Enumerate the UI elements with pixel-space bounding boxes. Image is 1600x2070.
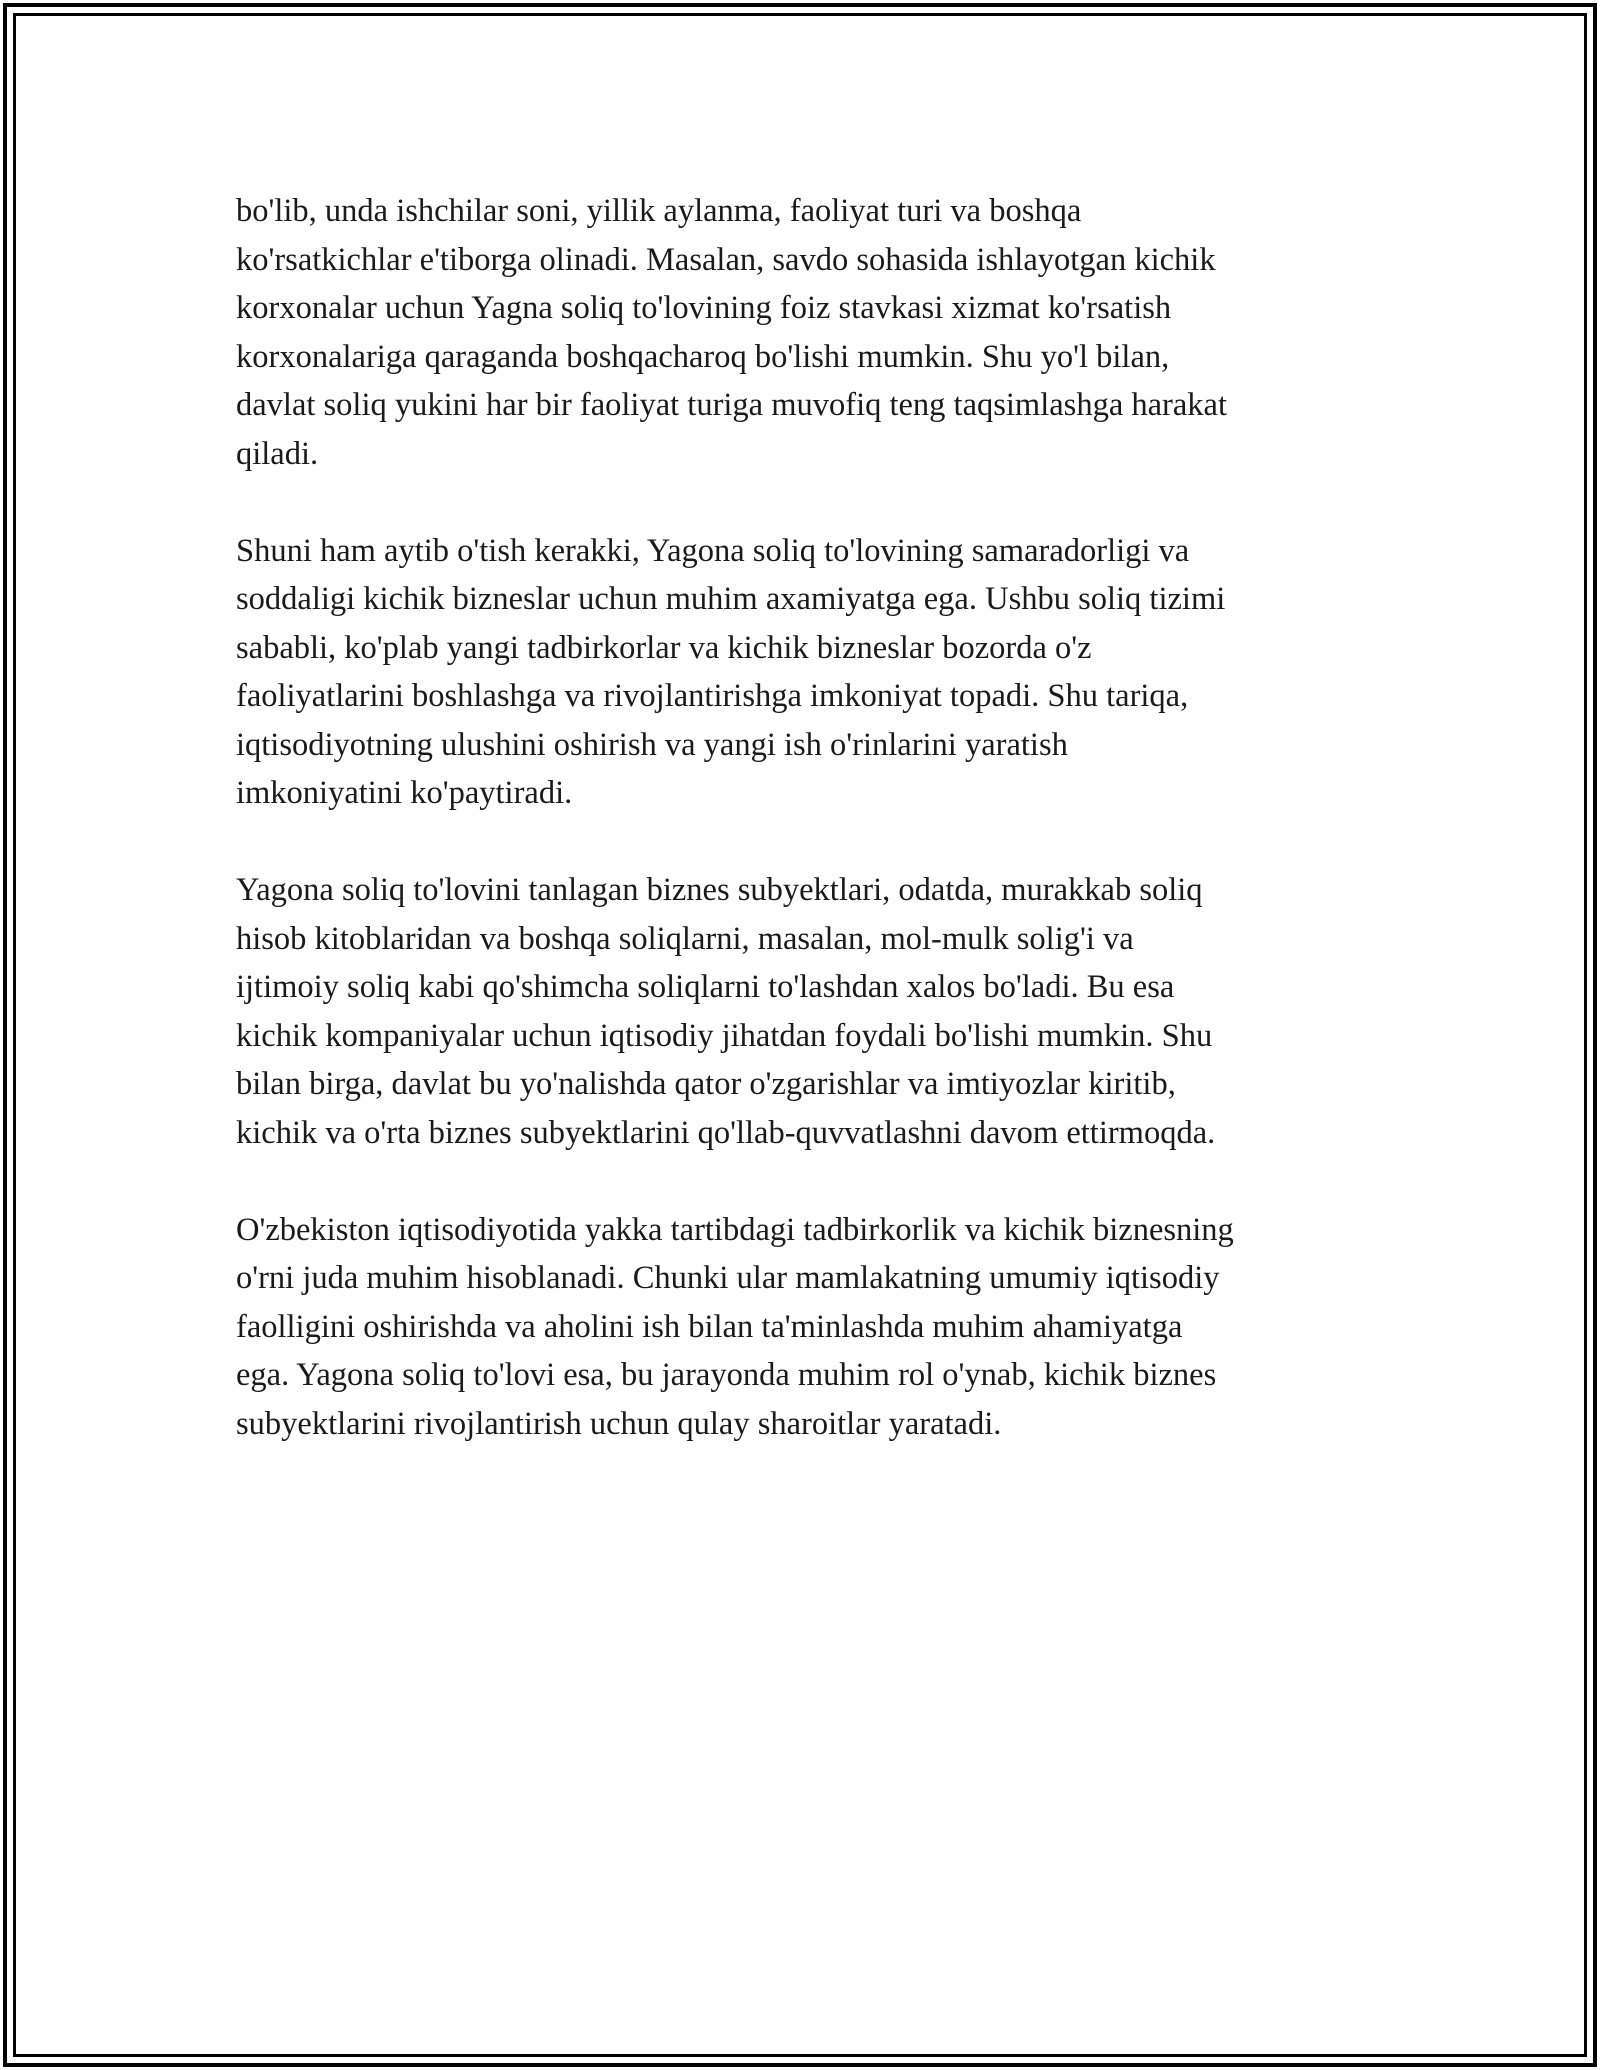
text-line: bo'lib, unda ishchilar soni, yillik aylanma, faoliyat turi va boshqa: [236, 193, 1082, 229]
text-line: iqtisodiyotning ulushini oshirish va yangi ish o'rinlarini yaratish: [236, 726, 1068, 763]
text-line: kichik va o'rta biznes subyektlarini qo'llab-quvvatlashni davom ettirmoqda.: [236, 1114, 1216, 1151]
text-line: sababli, ko'plab yangi tadbirkorlar va kichik bizneslar bozorda o'z: [236, 629, 1092, 666]
text-line: hisob kitoblaridan va boshqa soliqlarni, masalan, mol-mulk solig'i va: [236, 920, 1134, 957]
text-line: ko'rsatkichlar e'tiborga olinadi. Masalan, savdo sohasida ishlayotgan kichik: [236, 241, 1216, 278]
paragraph-1: [236, 187, 1376, 478]
text-line: faolligini oshirishda va aholini ish bilan ta'minlashda muhim ahamiyatga: [236, 1308, 1183, 1345]
text-line: bilan birga, davlat bu yo'nalishda qator o'zgarishlar va imtiyozlar kiritib,: [236, 1066, 1176, 1102]
document-body: [236, 187, 1376, 1497]
paragraph-3: [236, 866, 1376, 1157]
text-line: o'rni juda muhim hisoblanadi. Chunki ular mamlakatning umumiy iqtisodiy: [236, 1260, 1220, 1296]
text-line: O'zbekiston iqtisodiyotida yakka tartibdagi tadbirkorlik va kichik biznesning: [236, 1211, 1234, 1248]
text-line: kichik kompaniyalar uchun iqtisodiy jihatdan foydali bo'lishi mumkin. Shu: [236, 1017, 1213, 1054]
text-line: ega. Yagona soliq to'lovi esa, bu jarayonda muhim rol o'ynab, kichik biznes: [236, 1357, 1217, 1393]
text-line: faoliyatlarini boshlashga va rivojlantirishga imkoniyat topadi. Shu tariqa,: [236, 678, 1189, 714]
text-line: imkoniyatini ko'paytiradi.: [236, 775, 573, 811]
paragraph-2: [236, 527, 1376, 818]
text-line: subyektlarini rivojlantirish uchun qulay sharoitlar yaratadi.: [236, 1405, 1002, 1442]
text-line: Shuni ham aytib o'tish kerakki, Yagona soliq to'lovining samaradorligi va: [236, 532, 1190, 569]
text-line: ijtimoiy soliq kabi qo'shimcha soliqlarni to'lashdan xalos bo'ladi. Bu esa: [236, 969, 1175, 1005]
text-line: soddaligi kichik bizneslar uchun muhim axamiyatga ega. Ushbu soliq tizimi: [236, 581, 1226, 617]
paragraph-4: [236, 1206, 1376, 1449]
text-line: Yagona soliq to'lovini tanlagan biznes subyektlari, odatda, murakkab soliq: [236, 872, 1203, 908]
text-line: korxonalariga qaraganda boshqacharoq bo'lishi mumkin. Shu yo'l bilan,: [236, 338, 1170, 375]
text-line: qiladi.: [236, 435, 319, 472]
text-line: korxonalar uchun Yagna soliq to'lovining foiz stavkasi xizmat ko'rsatish: [236, 290, 1172, 326]
text-line: davlat soliq yukini har bir faoliyat turiga muvofiq teng taqsimlashga harakat: [236, 387, 1227, 423]
